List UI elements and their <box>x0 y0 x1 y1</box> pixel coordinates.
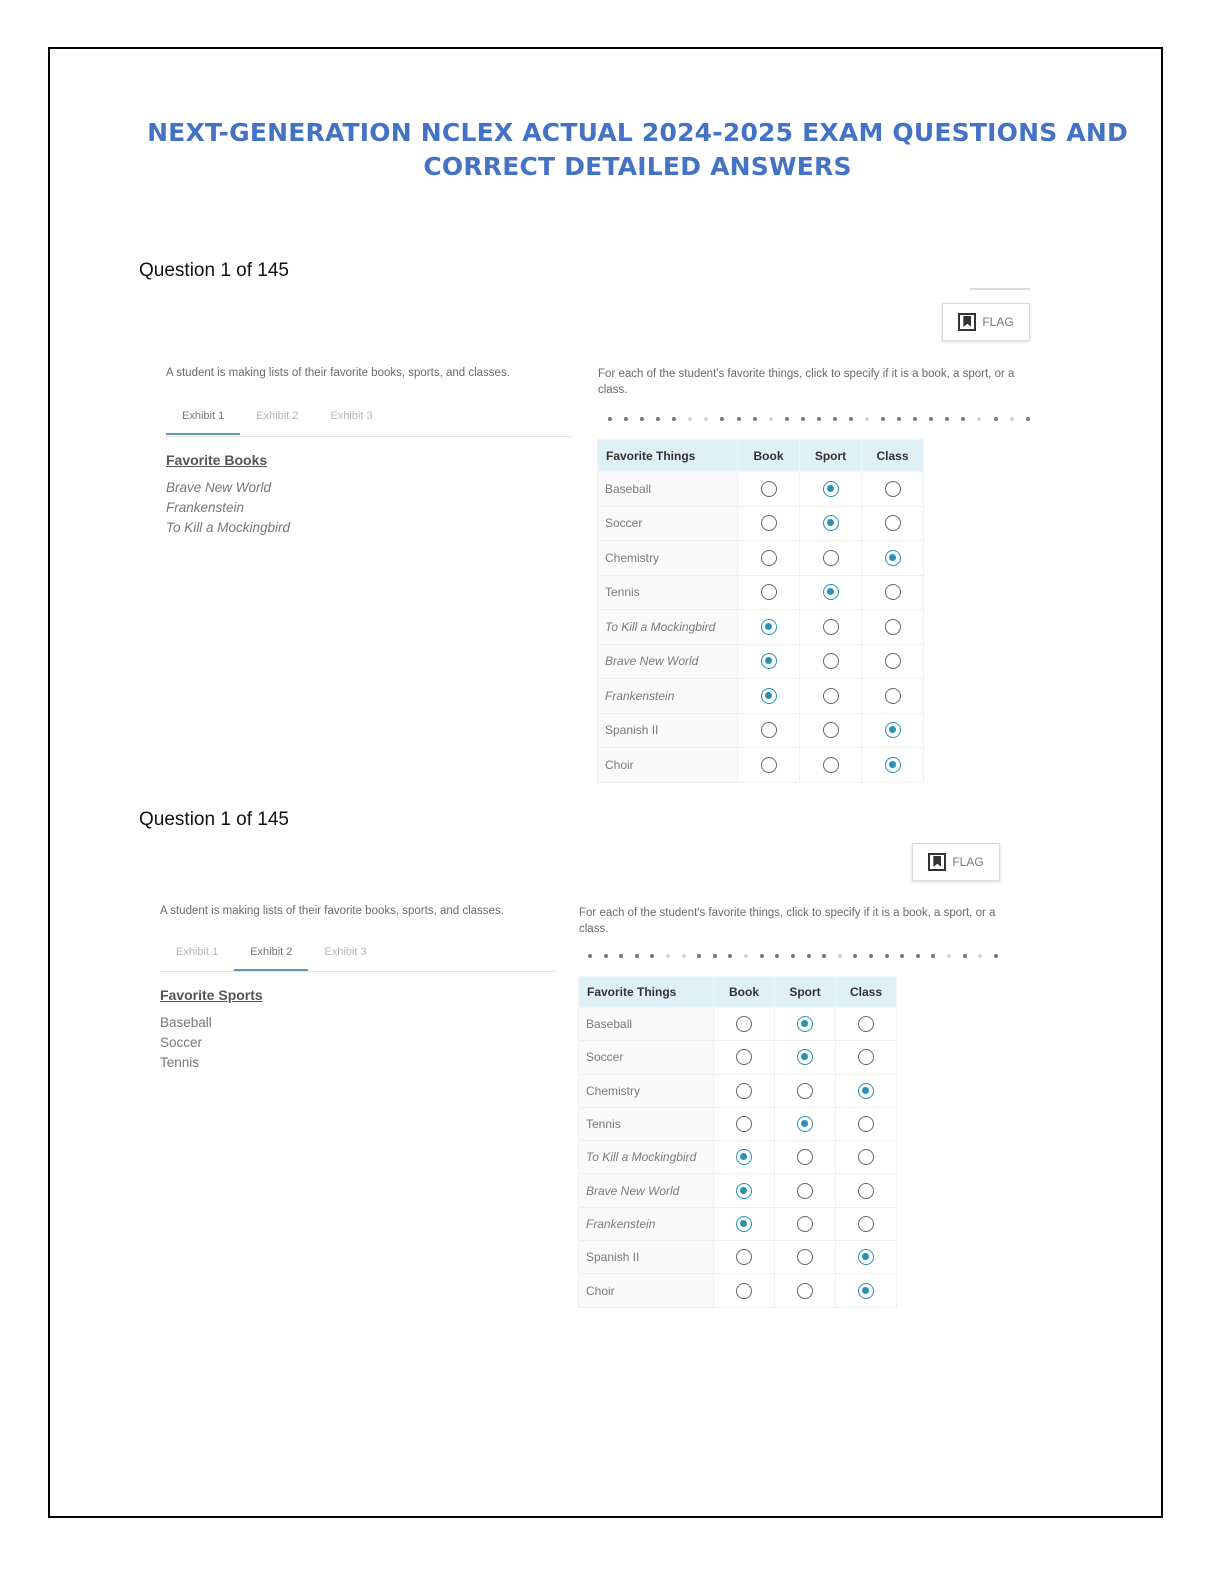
radio-sport[interactable] <box>823 550 839 566</box>
top-rule <box>970 288 1030 290</box>
table-row <box>598 541 924 576</box>
radio-sport[interactable] <box>823 688 839 704</box>
radio-class[interactable] <box>858 1183 874 1199</box>
option-cell <box>738 541 800 576</box>
exhibit-item: Tennis <box>160 1055 200 1070</box>
row-label: Frankenstein <box>579 1207 714 1240</box>
tab-divider <box>166 436 571 437</box>
exhibit-tabs <box>160 946 383 970</box>
radio-sport[interactable] <box>797 1149 813 1165</box>
table-row <box>598 506 924 541</box>
progress-dot <box>688 417 692 421</box>
radio-sport[interactable] <box>823 584 839 600</box>
option-cell <box>800 679 862 714</box>
table-row <box>579 1274 897 1307</box>
column-header: Sport <box>800 440 862 472</box>
progress-dot <box>1026 417 1030 421</box>
option-cell <box>775 1074 836 1107</box>
option-cell <box>862 575 924 610</box>
option-cell <box>775 1107 836 1140</box>
tab-exhibit-2[interactable]: Exhibit 2 <box>234 946 308 970</box>
radio-class[interactable] <box>858 1149 874 1165</box>
exhibit-item: Frankenstein <box>166 500 245 515</box>
table-row <box>579 1241 897 1274</box>
radio-book[interactable] <box>761 688 777 704</box>
radio-book[interactable] <box>736 1049 752 1065</box>
column-header: Book <box>714 977 775 1008</box>
option-cell <box>738 506 800 541</box>
progress-dot <box>608 417 612 421</box>
table-row <box>579 1174 897 1207</box>
progress-dot <box>713 954 717 958</box>
radio-class[interactable] <box>885 550 901 566</box>
tab-exhibit-1[interactable]: Exhibit 1 <box>176 946 219 958</box>
progress-dot <box>624 417 628 421</box>
option-cell <box>775 1041 836 1074</box>
radio-sport[interactable] <box>823 653 839 669</box>
radio-class[interactable] <box>858 1049 874 1065</box>
option-cell <box>800 713 862 748</box>
radio-sport[interactable] <box>797 1216 813 1232</box>
progress-dot <box>791 954 795 958</box>
option-cell <box>836 1008 897 1041</box>
option-cell <box>836 1074 897 1107</box>
progress-dot <box>977 417 981 421</box>
radio-class[interactable] <box>885 584 901 600</box>
progress-dot <box>881 417 885 421</box>
row-label: Tennis <box>579 1107 714 1140</box>
radio-book[interactable] <box>736 1016 752 1032</box>
column-header: Favorite Things <box>579 977 714 1008</box>
progress-dot <box>807 954 811 958</box>
option-cell <box>862 541 924 576</box>
instruction-text: For each of the student's favorite things, click to specify if it is a book, a sport, or a class. <box>579 907 996 935</box>
radio-class[interactable] <box>885 481 901 497</box>
flag-label: FLAG <box>952 855 984 869</box>
table-row <box>598 679 924 714</box>
progress-dot <box>753 417 757 421</box>
table-row <box>598 644 924 679</box>
option-cell <box>714 1141 775 1174</box>
column-header: Favorite Things <box>598 440 738 472</box>
title-line-2: CORRECT DETAILED ANSWERS <box>423 152 852 181</box>
answer-grid <box>578 976 897 1308</box>
progress-dot <box>963 954 967 958</box>
exhibit-tabs <box>166 410 389 434</box>
option-cell <box>800 575 862 610</box>
progress-dot <box>769 417 773 421</box>
tab-exhibit-1[interactable]: Exhibit 1 <box>166 410 240 434</box>
option-cell <box>862 610 924 645</box>
row-label: Baseball <box>579 1008 714 1041</box>
column-header: Book <box>738 440 800 472</box>
option-cell <box>738 472 800 507</box>
option-cell <box>800 472 862 507</box>
progress-dot <box>785 417 789 421</box>
progress-dot <box>865 417 869 421</box>
option-cell <box>775 1141 836 1174</box>
row-label: Soccer <box>598 506 738 541</box>
table-row <box>579 1074 897 1107</box>
table-row <box>598 575 924 610</box>
progress-dots <box>608 417 1030 421</box>
tab-exhibit-3[interactable]: Exhibit 3 <box>324 946 367 958</box>
progress-dot <box>704 417 708 421</box>
radio-sport[interactable] <box>797 1183 813 1199</box>
radio-book[interactable] <box>761 757 777 773</box>
document-title <box>120 116 1155 184</box>
progress-dot <box>588 954 592 958</box>
option-cell <box>862 713 924 748</box>
progress-dot <box>619 954 623 958</box>
flag-label: FLAG <box>982 315 1014 329</box>
radio-class[interactable] <box>885 757 901 773</box>
progress-dot <box>672 417 676 421</box>
option-cell <box>714 1241 775 1274</box>
row-label: To Kill a Mockingbird <box>598 610 738 645</box>
exhibit-item: Soccer <box>160 1035 203 1050</box>
progress-dots <box>588 954 998 958</box>
radio-sport[interactable] <box>823 481 839 497</box>
tab-exhibit-2[interactable]: Exhibit 2 <box>256 410 299 422</box>
radio-book[interactable] <box>761 619 777 635</box>
radio-book[interactable] <box>736 1083 752 1099</box>
exhibit-title: Favorite Books <box>166 452 268 468</box>
option-cell <box>714 1074 775 1107</box>
option-cell <box>775 1207 836 1240</box>
option-cell <box>714 1107 775 1140</box>
option-cell <box>862 506 924 541</box>
progress-dot <box>961 417 965 421</box>
row-label: Spanish II <box>579 1241 714 1274</box>
table-row <box>598 713 924 748</box>
radio-book[interactable] <box>761 481 777 497</box>
progress-dot <box>728 954 732 958</box>
option-cell <box>800 610 862 645</box>
option-cell <box>836 1174 897 1207</box>
table-row <box>598 610 924 645</box>
radio-class[interactable] <box>885 619 901 635</box>
row-label: Soccer <box>579 1041 714 1074</box>
radio-sport[interactable] <box>823 722 839 738</box>
exhibit-item: Brave New World <box>166 480 272 495</box>
radio-book[interactable] <box>761 653 777 669</box>
option-cell <box>836 1241 897 1274</box>
row-label: Frankenstein <box>598 679 738 714</box>
radio-sport[interactable] <box>797 1116 813 1132</box>
progress-dot <box>635 954 639 958</box>
tab-divider <box>160 971 555 972</box>
progress-dot <box>720 417 724 421</box>
option-cell <box>836 1041 897 1074</box>
option-cell <box>738 575 800 610</box>
option-cell <box>738 748 800 783</box>
table-row <box>579 1041 897 1074</box>
option-cell <box>738 610 800 645</box>
table-row <box>579 1141 897 1174</box>
progress-dot <box>885 954 889 958</box>
option-cell <box>775 1274 836 1307</box>
option-cell <box>775 1174 836 1207</box>
option-cell <box>738 679 800 714</box>
question-stem: A student is making lists of their favorite books, sports, and classes. <box>166 367 510 379</box>
progress-dot <box>838 954 842 958</box>
radio-class[interactable] <box>858 1283 874 1299</box>
exhibit-item: To Kill a Mockingbird <box>166 520 291 535</box>
bookmark-icon <box>928 853 946 871</box>
row-label: Baseball <box>598 472 738 507</box>
option-cell <box>714 1008 775 1041</box>
radio-sport[interactable] <box>797 1016 813 1032</box>
row-label: Choir <box>579 1274 714 1307</box>
progress-dot <box>897 417 901 421</box>
option-cell <box>836 1207 897 1240</box>
progress-dot <box>1010 417 1014 421</box>
progress-dot <box>931 954 935 958</box>
progress-dot <box>666 954 670 958</box>
radio-sport[interactable] <box>823 619 839 635</box>
radio-sport[interactable] <box>797 1049 813 1065</box>
progress-dot <box>640 417 644 421</box>
progress-dot <box>947 954 951 958</box>
option-cell <box>714 1207 775 1240</box>
radio-sport[interactable] <box>823 757 839 773</box>
progress-dot <box>775 954 779 958</box>
instruction-text: For each of the student's favorite things, click to specify if it is a book, a sport, or a class. <box>598 368 1015 396</box>
option-cell <box>714 1174 775 1207</box>
progress-dot <box>853 954 857 958</box>
column-header: Sport <box>775 977 836 1008</box>
column-header: Class <box>862 440 924 472</box>
progress-dot <box>604 954 608 958</box>
radio-class[interactable] <box>885 688 901 704</box>
radio-class[interactable] <box>858 1083 874 1099</box>
radio-class[interactable] <box>885 515 901 531</box>
progress-dot <box>656 417 660 421</box>
flag-button[interactable] <box>912 843 1000 881</box>
radio-book[interactable] <box>736 1183 752 1199</box>
option-cell <box>738 713 800 748</box>
option-cell <box>836 1141 897 1174</box>
progress-dot <box>945 417 949 421</box>
question-stem: A student is making lists of their favorite books, sports, and classes. <box>160 905 504 917</box>
progress-dot <box>817 417 821 421</box>
row-label: Spanish II <box>598 713 738 748</box>
row-label: Chemistry <box>598 541 738 576</box>
progress-dot <box>916 954 920 958</box>
exhibit-list <box>166 478 290 538</box>
radio-class[interactable] <box>885 653 901 669</box>
option-cell <box>862 644 924 679</box>
option-cell <box>714 1274 775 1307</box>
option-cell <box>862 472 924 507</box>
option-cell <box>775 1241 836 1274</box>
option-cell <box>738 644 800 679</box>
progress-dot <box>801 417 805 421</box>
progress-dot <box>900 954 904 958</box>
option-cell <box>800 644 862 679</box>
option-cell <box>836 1107 897 1140</box>
progress-dot <box>978 954 982 958</box>
radio-book[interactable] <box>761 550 777 566</box>
bookmark-icon <box>958 313 976 331</box>
progress-dot <box>929 417 933 421</box>
radio-class[interactable] <box>858 1249 874 1265</box>
radio-sport[interactable] <box>823 515 839 531</box>
tab-exhibit-3[interactable]: Exhibit 3 <box>330 410 373 422</box>
question-counter: Question 1 of 145 <box>139 809 289 830</box>
table-row <box>579 1008 897 1041</box>
progress-dot <box>682 954 686 958</box>
progress-dot <box>650 954 654 958</box>
exhibit-title: Favorite Sports <box>160 987 263 1003</box>
question-counter: Question 1 of 145 <box>139 260 289 281</box>
table-row <box>598 748 924 783</box>
progress-dot <box>913 417 917 421</box>
exhibit-item: Baseball <box>160 1015 212 1030</box>
row-label: Choir <box>598 748 738 783</box>
row-label: Brave New World <box>598 644 738 679</box>
progress-dot <box>822 954 826 958</box>
progress-dot <box>737 417 741 421</box>
title-line-1: NEXT-GENERATION NCLEX ACTUAL 2024-2025 EXAM QUESTIONS AND <box>147 118 1128 147</box>
radio-book[interactable] <box>736 1116 752 1132</box>
radio-book[interactable] <box>736 1283 752 1299</box>
radio-book[interactable] <box>761 584 777 600</box>
option-cell <box>775 1008 836 1041</box>
progress-dot <box>760 954 764 958</box>
table-row <box>579 1207 897 1240</box>
progress-dot <box>869 954 873 958</box>
progress-dot <box>833 417 837 421</box>
radio-sport[interactable] <box>797 1283 813 1299</box>
radio-book[interactable] <box>736 1249 752 1265</box>
flag-button[interactable] <box>942 303 1030 341</box>
option-cell <box>862 748 924 783</box>
exhibit-list <box>160 1013 212 1073</box>
radio-book[interactable] <box>761 515 777 531</box>
progress-dot <box>994 954 998 958</box>
option-cell <box>800 748 862 783</box>
progress-dot <box>849 417 853 421</box>
row-label: Tennis <box>598 575 738 610</box>
option-cell <box>800 506 862 541</box>
row-label: Brave New World <box>579 1174 714 1207</box>
radio-class[interactable] <box>858 1016 874 1032</box>
answer-grid <box>597 439 924 783</box>
option-cell <box>714 1041 775 1074</box>
radio-book[interactable] <box>736 1216 752 1232</box>
option-cell <box>836 1274 897 1307</box>
option-cell <box>862 679 924 714</box>
column-header: Class <box>836 977 897 1008</box>
progress-dot <box>994 417 998 421</box>
table-row <box>598 472 924 507</box>
radio-class[interactable] <box>885 722 901 738</box>
radio-book[interactable] <box>761 722 777 738</box>
radio-class[interactable] <box>858 1116 874 1132</box>
row-label: Chemistry <box>579 1074 714 1107</box>
row-label: To Kill a Mockingbird <box>579 1141 714 1174</box>
progress-dot <box>744 954 748 958</box>
radio-sport[interactable] <box>797 1083 813 1099</box>
progress-dot <box>697 954 701 958</box>
radio-sport[interactable] <box>797 1249 813 1265</box>
table-row <box>579 1107 897 1140</box>
radio-book[interactable] <box>736 1149 752 1165</box>
radio-class[interactable] <box>858 1216 874 1232</box>
option-cell <box>800 541 862 576</box>
